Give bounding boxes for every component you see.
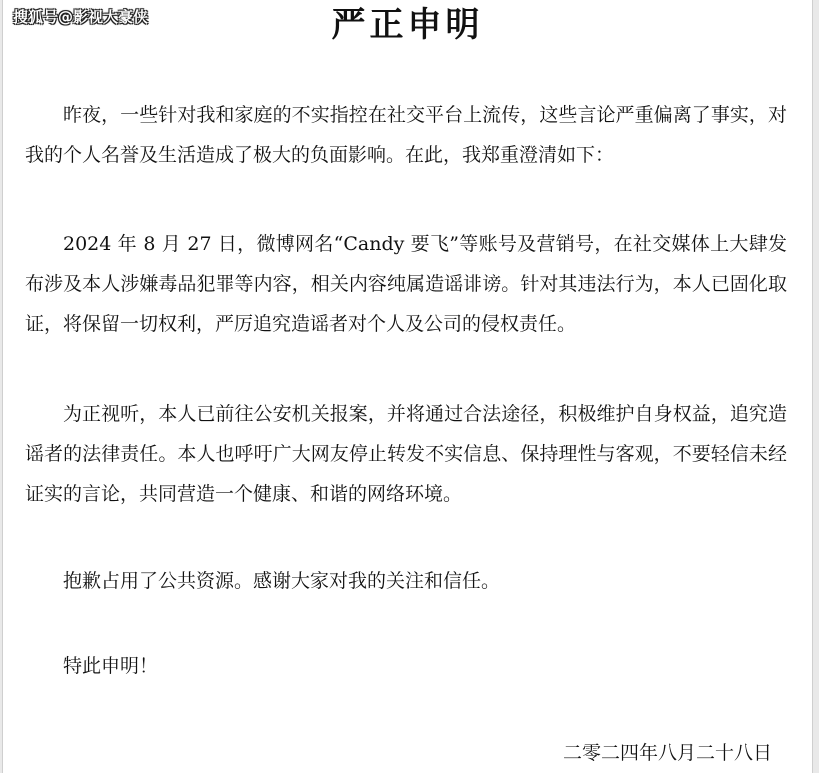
paragraph-closing: 特此申明！: [63, 655, 159, 677]
paragraph-intro: 昨夜，一些针对我和家庭的不实指控在社交平台上流传，这些言论严重偏离了事实，对我的个人名誉及生活造成了极大的负面影响。在此，我郑重澄清如下：: [25, 104, 787, 166]
watermark-text: 搜狐号@影视大豪侠: [13, 8, 149, 26]
paragraph-apology: 抱歉占用了公共资源。感谢大家对我的关注和信任。: [63, 570, 501, 592]
paragraph-legal-action: 为正视听，本人已前往公安机关报案，并将通过合法途径，积极维护自身权益，追究造谣者的法律责任。本人也呼吁广大网友停止转发不实信息、保持理性与客观，不要轻信未经证实的言论，共同营造一个健康、和谐的网络环境。: [25, 403, 787, 505]
document-page: [2, 0, 813, 773]
paragraph-incident: 2024 年 8 月 27 日，微博网名“Candy 要飞”等账号及营销号，在社交媒体上大肆发布涉及本人涉嫌毒品犯罪等内容，相关内容纯属造谣诽谤。针对其违法行为，本人已固化取证，将保留一切权利，严厉追究造谣者对个人及公司的侵权责任。: [25, 233, 787, 335]
document-title: 严正申明: [331, 5, 484, 45]
document-date: 二零二四年八月二十八日: [562, 742, 772, 764]
